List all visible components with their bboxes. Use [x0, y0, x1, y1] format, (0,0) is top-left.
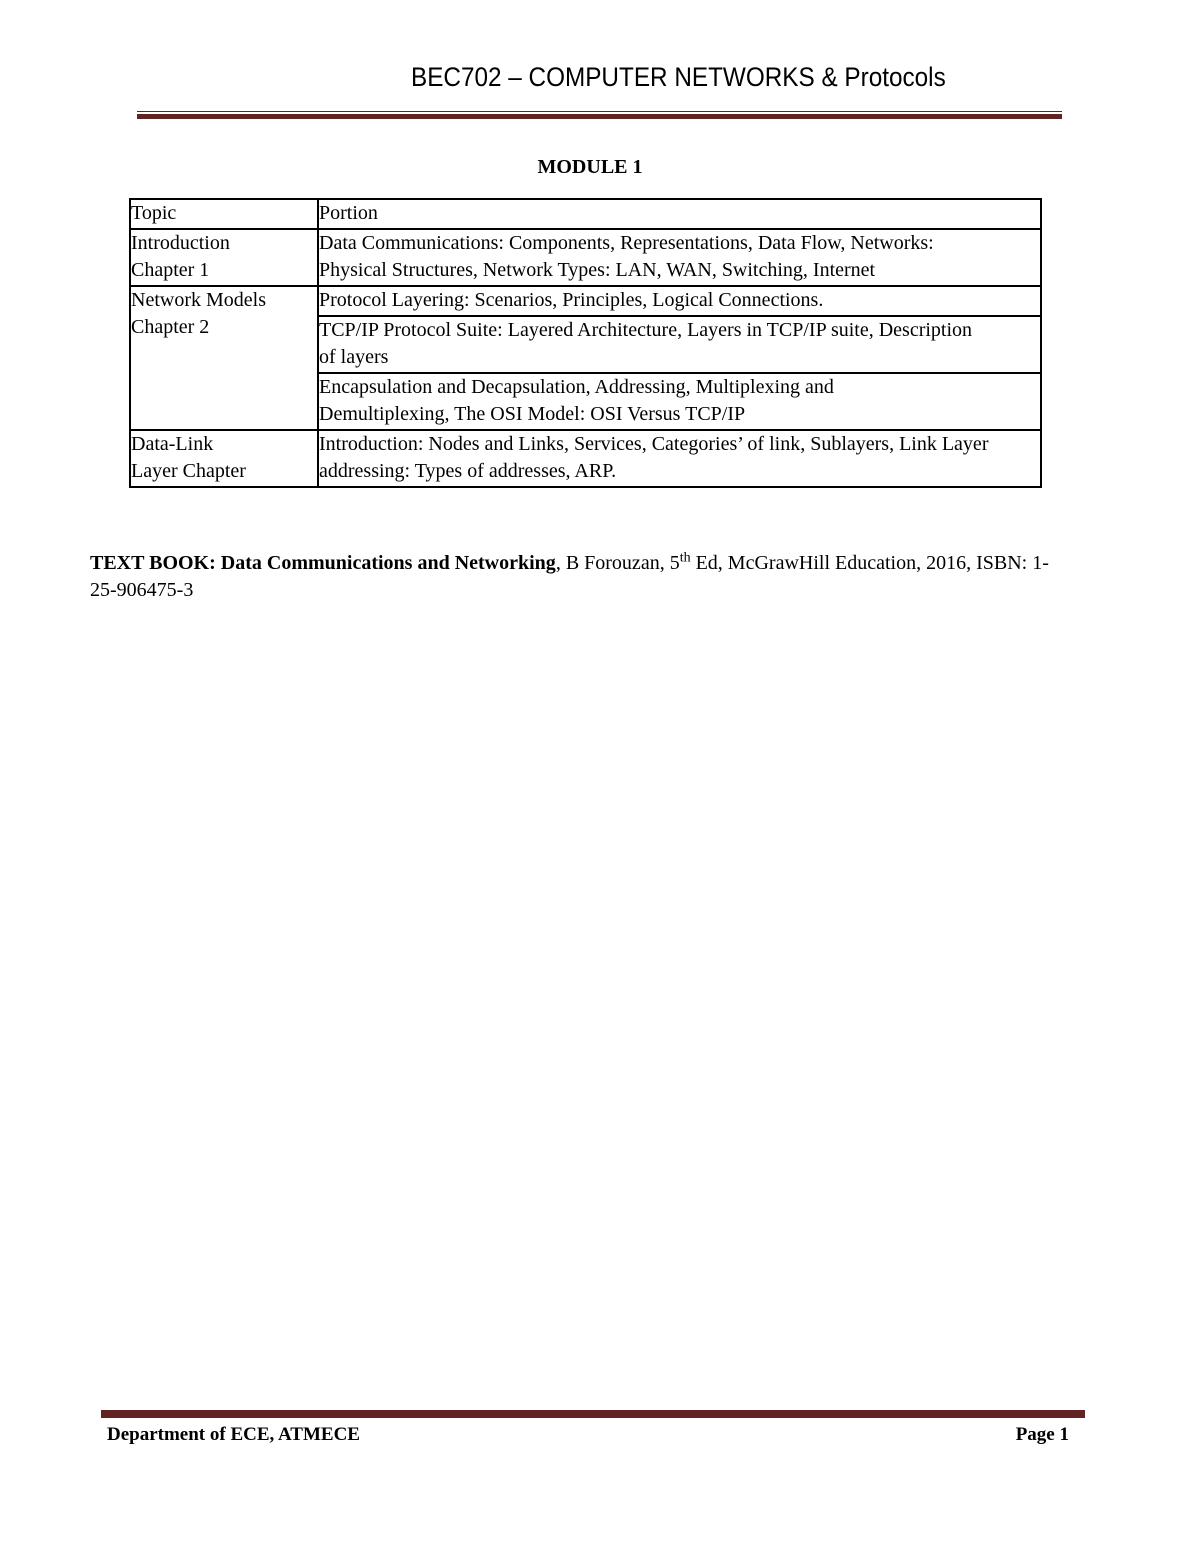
edition-suffix: th: [679, 550, 691, 566]
portion-cell: Data Communications: Components, Representations, Data Flow, Networks: Physical Structures, Network Types: LAN, WAN, Switching, Internet: [318, 229, 1041, 286]
table-row: [130, 286, 1041, 316]
table-header-row: [130, 199, 1041, 229]
topic-line: Network Models: [131, 289, 266, 311]
header-portion: Portion: [318, 199, 1041, 229]
topic-cell: [130, 430, 318, 487]
footer-page-number: Page 1: [1015, 1424, 1069, 1445]
textbook-title: Data Communications and Networking: [220, 552, 556, 574]
topic-line: Data-Link: [131, 433, 214, 455]
syllabus-table: [129, 198, 1042, 488]
topic-line: Chapter 1: [131, 259, 210, 281]
textbook-author: , B Forouzan, 5: [555, 552, 680, 574]
portion-cell: Introduction: Nodes and Links, Services, Categories’ of link, Sublayers, Link Layer addressing: Types of addresses, ARP.: [318, 430, 1041, 487]
document-header-title: BEC702 – COMPUTER NETWORKS & Protocols: [411, 62, 946, 92]
topic-cell: [130, 286, 318, 430]
topic-cell: [130, 229, 318, 286]
table-row: [130, 229, 1041, 286]
table-row: [130, 430, 1041, 487]
topic-line: Introduction: [131, 232, 230, 254]
portion-cell: Encapsulation and Decapsulation, Addressing, Multiplexing and Demultiplexing, The OSI Model: OSI Versus TCP/IP: [318, 373, 1041, 430]
textbook-reference: [90, 550, 1050, 604]
header-topic: Topic: [130, 199, 318, 229]
textbook-details: Ed, McGrawHill Education, 2016, ISBN: 1-25-906475-3: [90, 552, 1049, 601]
textbook-label: TEXT BOOK:: [90, 552, 216, 574]
footer-department: Department of ECE, ATMECE: [107, 1424, 360, 1445]
topic-line: Layer Chapter: [131, 460, 246, 482]
footer-rule: [101, 1410, 1085, 1418]
topic-line: Chapter 2: [131, 316, 210, 338]
header-rule-thin: [137, 111, 1062, 112]
module-title: MODULE 1: [537, 156, 643, 178]
header-rule-thick: [137, 114, 1062, 119]
portion-cell: Protocol Layering: Scenarios, Principles, Logical Connections.: [318, 286, 1041, 316]
portion-cell: TCP/IP Protocol Suite: Layered Architecture, Layers in TCP/IP suite, Description of layers: [318, 316, 1041, 373]
